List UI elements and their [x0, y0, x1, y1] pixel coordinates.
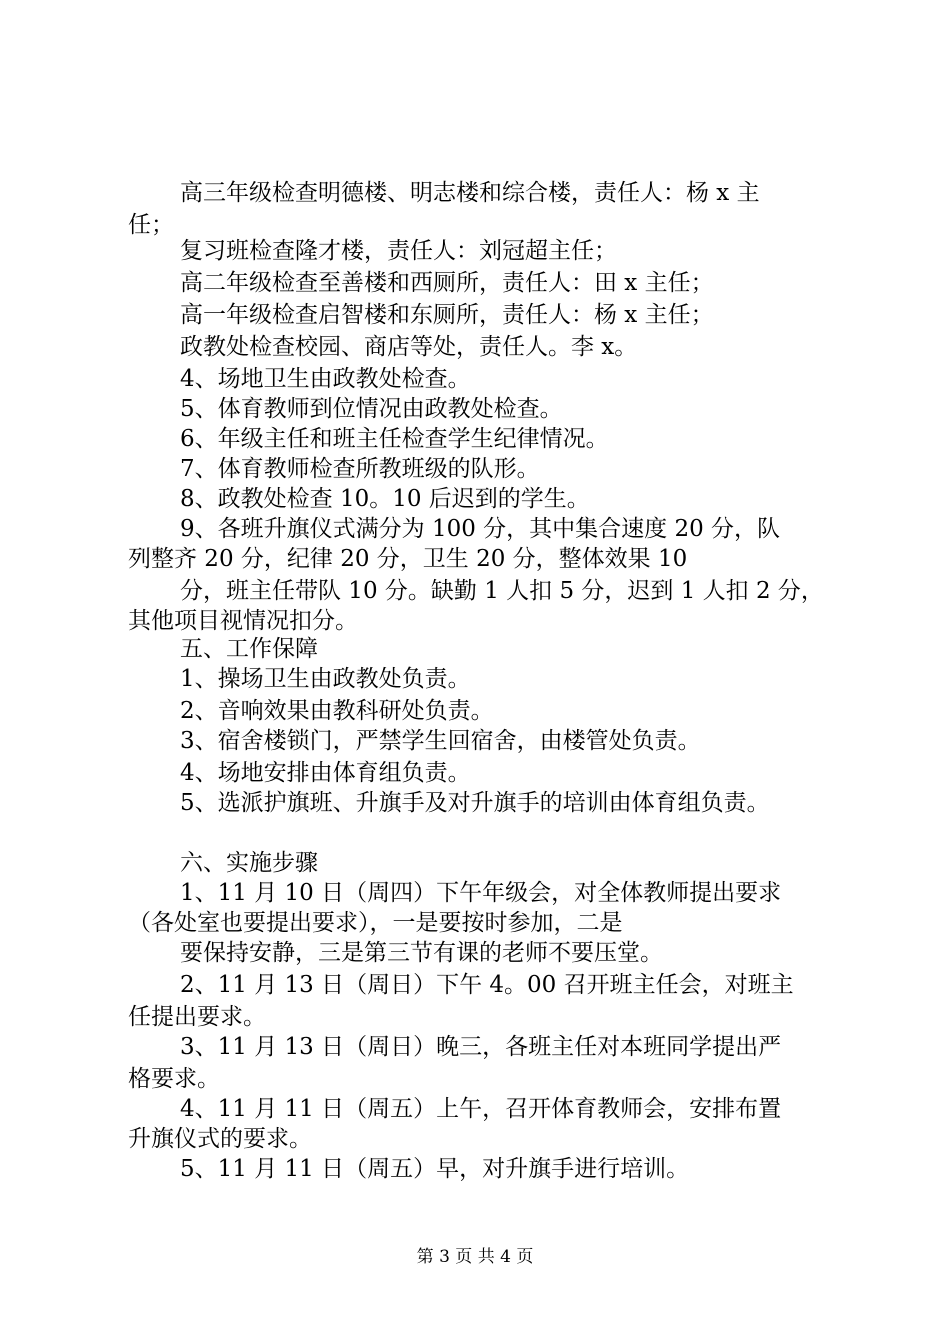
text-line: 高三年级检查明德楼、明志楼和综合楼，责任人：杨 x 主	[180, 180, 760, 206]
text-line: 任提出要求。	[128, 1004, 266, 1030]
text-line: 3、宿舍楼锁门，严禁学生回宿舍，由楼管处负责。	[180, 728, 701, 754]
text-line: 政教处检查校园、商店等处，责任人。李 x。	[180, 334, 638, 360]
text-line: 5、选派护旗班、升旗手及对升旗手的培训由体育组负责。	[180, 790, 770, 816]
text-line: 要保持安静，三是第三节有课的老师不要压堂。	[180, 940, 663, 966]
text-line: 1、11 月 10 日（周四）下午年级会，对全体教师提出要求	[180, 880, 782, 906]
section-heading: 五、工作保障	[180, 636, 318, 662]
text-line: 高一年级检查启智楼和东厕所，责任人：杨 x 主任；	[180, 302, 714, 328]
text-line: 升旗仪式的要求。	[128, 1126, 312, 1152]
text-line: 其他项目视情况扣分。	[128, 608, 358, 634]
text-line: 分，班主任带队 10 分。缺勤 1 人扣 5 分，迟到 1 人扣 2 分，	[180, 578, 824, 604]
text-line: 任；	[128, 212, 174, 238]
text-line: （各处室也要提出要求），一是要按时参加，二是	[128, 910, 623, 936]
page-number-footer: 第 3 页 共 4 页	[416, 1247, 534, 1267]
text-line: 4、场地安排由体育组负责。	[180, 760, 471, 786]
text-line: 1、操场卫生由政教处负责。	[180, 666, 471, 692]
text-line: 7、体育教师检查所教班级的队形。	[180, 456, 540, 482]
text-line: 5、体育教师到位情况由政教处检查。	[180, 396, 563, 422]
section-heading: 六、实施步骤	[180, 850, 318, 876]
text-line: 格要求。	[128, 1066, 220, 1092]
text-line: 9、各班升旗仪式满分为 100 分，其中集合速度 20 分，队	[180, 516, 781, 542]
text-line: 2、11 月 13 日（周日）下午 4。00 召开班主任会，对班主	[180, 972, 794, 998]
text-line: 5、11 月 11 日（周五）早，对升旗手进行培训。	[180, 1156, 690, 1182]
text-line: 复习班检查隆才楼，责任人：刘冠超主任；	[180, 238, 617, 264]
text-line: 2、音响效果由教科研处负责。	[180, 698, 494, 724]
text-line: 8、政教处检查 10。10 后迟到的学生。	[180, 486, 590, 512]
text-line: 3、11 月 13 日（周日）晚三，各班主任对本班同学提出严	[180, 1034, 782, 1060]
text-line: 高二年级检查至善楼和西厕所，责任人：田 x 主任；	[180, 270, 714, 296]
text-line: 6、年级主任和班主任检查学生纪律情况。	[180, 426, 609, 452]
text-line: 列整齐 20 分，纪律 20 分，卫生 20 分，整体效果 10	[128, 546, 688, 572]
text-line: 4、11 月 11 日（周五）上午，召开体育教师会，安排布置	[180, 1096, 782, 1122]
text-line: 4、场地卫生由政教处检查。	[180, 366, 471, 392]
